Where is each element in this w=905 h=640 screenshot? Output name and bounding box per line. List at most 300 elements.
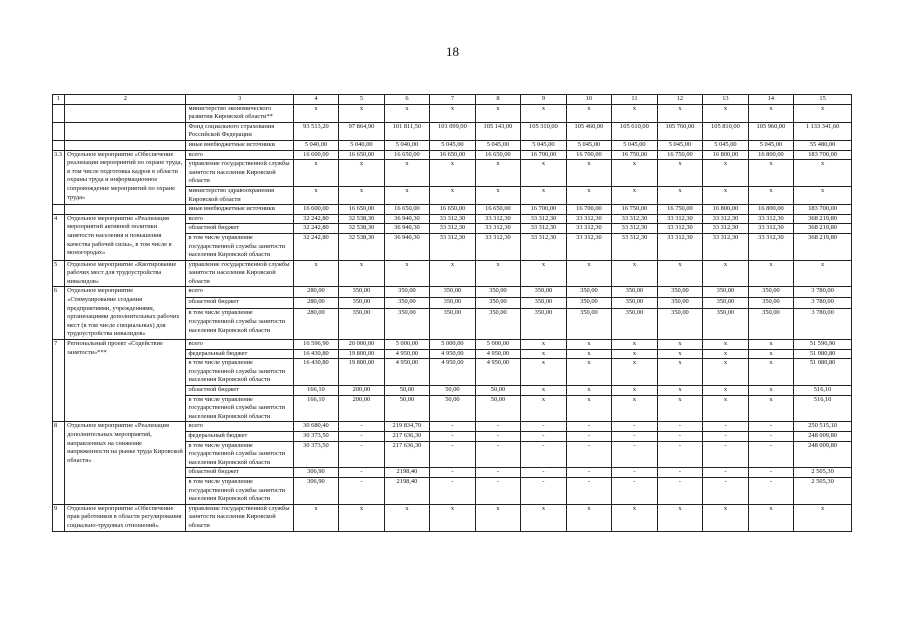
value-cell: 33 312,30 [703,224,749,234]
activity-name: Отдельное мероприятие «Реализация дополнительных мероприятий, направленных на снижение напряженности на рынке труда Кировской области» [65,422,186,504]
value-cell: 33 312,30 [475,214,521,224]
row-number: 7 [53,340,65,422]
activity-name: Отдельное мероприятие «Обеспечение реализации мероприятий по охране труда, в том числе подготовка кадров в области охраны труда и информационное сопровождение мероприятий по охране труда» [65,150,186,205]
value-cell: x [657,260,703,287]
value-cell: x [703,160,749,187]
value-cell: x [475,504,521,531]
value-cell: - [475,422,521,432]
table-row [53,205,852,215]
value-cell: 30 680,40 [293,422,339,432]
value-cell: 350,00 [657,298,703,309]
value-cell: x [566,104,612,122]
value-cell: 105 610,00 [612,122,658,140]
value-cell: x [794,260,852,287]
value-cell: 166,10 [293,395,339,422]
value-cell: - [612,441,658,468]
value-cell: 33 312,30 [566,224,612,234]
value-cell: - [657,431,703,441]
value-cell: x [339,260,385,287]
value-cell: - [748,431,794,441]
value-cell: 33 312,30 [612,214,658,224]
value-cell: 16 650,00 [430,150,476,160]
funding-source: иные внебюджетные источники [186,140,293,150]
value-cell: 350,00 [703,287,749,298]
value-cell: x [566,395,612,422]
value-cell: 217 636,30 [384,441,430,468]
value-cell: 16 650,00 [384,205,430,215]
column-header: 13 [703,95,749,105]
value-cell: x [748,359,794,386]
funding-source: всего [186,287,293,298]
funding-source: Фонд социального страхования Российской Федерации [186,122,293,140]
value-cell: x [521,359,567,386]
value-cell: x [430,260,476,287]
funding-source: всего [186,214,293,224]
value-cell: 33 312,30 [430,224,476,234]
value-cell: 50,00 [384,386,430,396]
value-cell: 350,00 [566,287,612,298]
value-cell: 219 834,70 [384,422,430,432]
value-cell: x [612,104,658,122]
value-cell: 350,00 [384,309,430,340]
value-cell: 248 009,80 [794,441,852,468]
value-cell: 33 312,30 [566,233,612,260]
value-cell: x [339,186,385,204]
value-cell: x [612,386,658,396]
value-cell: - [612,422,658,432]
value-cell: x [430,104,476,122]
value-cell: 350,00 [703,309,749,340]
activity-name [65,140,186,150]
activity-name: Отдельное мероприятие «Квотирование рабочих мест для трудоустройства инвалидов» [65,260,186,287]
activity-name: Отдельное мероприятие «Реализация мероприятий активной политики занятости населения и повышения качества рабочей силы», в том числе в моногородах» [65,214,186,260]
value-cell: 350,00 [339,298,385,309]
value-cell: 105 143,00 [475,122,521,140]
value-cell: 5 045,00 [475,140,521,150]
value-cell: 350,00 [430,309,476,340]
value-cell: 97 864,90 [339,122,385,140]
value-cell: x [566,349,612,359]
funding-source: управление государственной службы занятости населения Кировской области [186,260,293,287]
value-cell: 5 040,00 [293,140,339,150]
value-cell: 36 940,30 [384,214,430,224]
value-cell: x [293,160,339,187]
value-cell: 51 080,80 [794,359,852,386]
value-cell: - [475,431,521,441]
funding-source: всего [186,150,293,160]
value-cell: 350,00 [430,298,476,309]
funding-source: в том числе управление государственной службы занятости населения Кировской области [186,309,293,340]
value-cell: x [293,260,339,287]
value-cell: - [566,468,612,478]
value-cell: 350,00 [566,309,612,340]
value-cell: 16 600,00 [293,205,339,215]
value-cell: 5 045,00 [430,140,476,150]
value-cell: x [475,260,521,287]
value-cell: 166,10 [293,386,339,396]
value-cell: - [703,477,749,504]
funding-source: областной бюджет [186,386,293,396]
value-cell: 5 045,00 [703,140,749,150]
value-cell: x [703,386,749,396]
value-cell: x [703,104,749,122]
value-cell: x [657,395,703,422]
value-cell: x [612,395,658,422]
funding-source: областной бюджет [186,224,293,234]
value-cell: 350,00 [384,287,430,298]
value-cell: 5 045,00 [521,140,567,150]
funding-source: областной бюджет [186,298,293,309]
value-cell: 32 538,30 [339,224,385,234]
value-cell: x [657,349,703,359]
value-cell: x [384,104,430,122]
value-cell: x [748,386,794,396]
value-cell: 33 312,30 [748,233,794,260]
value-cell: 55 480,00 [794,140,852,150]
value-cell: x [794,104,852,122]
value-cell: x [612,186,658,204]
value-cell: x [657,386,703,396]
value-cell: 33 312,30 [475,233,521,260]
value-cell: - [566,422,612,432]
value-cell: 5 000,00 [384,340,430,350]
value-cell: - [339,477,385,504]
value-cell: x [293,186,339,204]
value-cell: x [384,186,430,204]
value-cell: - [521,431,567,441]
value-cell: x [612,340,658,350]
value-cell: 516,10 [794,395,852,422]
value-cell: 183 700,00 [794,150,852,160]
value-cell: 5 040,00 [339,140,385,150]
value-cell: x [703,359,749,386]
value-cell: 30 373,50 [293,431,339,441]
value-cell: 280,00 [293,309,339,340]
funding-source: в том числе управление государственной службы занятости населения Кировской области [186,359,293,386]
value-cell: - [748,477,794,504]
value-cell: 16 650,00 [475,150,521,160]
value-cell: 19 800,00 [339,349,385,359]
value-cell: 16 430,80 [293,359,339,386]
funding-source: управление государственной службы занятости населения Кировской области [186,504,293,531]
value-cell: 2198,40 [384,468,430,478]
value-cell: 280,00 [293,287,339,298]
value-cell: x [475,104,521,122]
value-cell: 20 000,00 [339,340,385,350]
value-cell: 350,00 [612,298,658,309]
value-cell: 16 750,00 [657,150,703,160]
value-cell: 33 312,30 [748,214,794,224]
value-cell: 250 515,10 [794,422,852,432]
value-cell: 32 242,80 [293,214,339,224]
value-cell: 306,90 [293,468,339,478]
column-header: 10 [566,95,612,105]
column-header: 12 [657,95,703,105]
value-cell: - [475,468,521,478]
value-cell: - [703,422,749,432]
value-cell: 16 800,00 [748,205,794,215]
value-cell: 32 242,80 [293,233,339,260]
value-cell: 217 636,30 [384,431,430,441]
funding-source: управление государственной службы занятости населения Кировской области [186,160,293,187]
value-cell: - [339,422,385,432]
value-cell: x [612,349,658,359]
value-cell: x [612,359,658,386]
value-cell: 368 219,80 [794,214,852,224]
value-cell: 105 810,00 [703,122,749,140]
value-cell: x [566,186,612,204]
value-cell: 3 780,00 [794,287,852,298]
value-cell: x [657,104,703,122]
value-cell: 16 700,00 [521,205,567,215]
row-number: 3.3 [53,150,65,205]
value-cell: 16 650,00 [430,205,476,215]
value-cell: 50,00 [430,386,476,396]
value-cell: 51 080,80 [794,349,852,359]
value-cell: 33 312,30 [748,224,794,234]
value-cell: x [748,349,794,359]
value-cell: - [521,468,567,478]
value-cell: 33 312,30 [521,233,567,260]
value-cell: 5 045,00 [612,140,658,150]
value-cell: x [657,340,703,350]
activity-name: Отдельное мероприятие «Стимулирование создания предприятиями, учреждениями, организациями дополнительных рабочих мест (в том числе специальных) для трудоустройства инвалидов» [65,287,186,340]
value-cell: 16 700,00 [566,150,612,160]
value-cell: 350,00 [748,298,794,309]
value-cell: x [748,186,794,204]
value-cell: 105 760,00 [657,122,703,140]
value-cell: 516,10 [794,386,852,396]
value-cell: x [657,186,703,204]
value-cell: 105 310,00 [521,122,567,140]
value-cell: x [748,340,794,350]
value-cell: x [794,186,852,204]
value-cell: - [339,441,385,468]
value-cell: 306,90 [293,477,339,504]
value-cell: 50,00 [384,395,430,422]
table-row [53,140,852,150]
activity-name [65,205,186,215]
value-cell: 2 505,30 [794,477,852,504]
value-cell: 5 000,00 [475,340,521,350]
page-number: 18 [446,44,459,59]
value-cell: 4 950,00 [475,359,521,386]
value-cell: 3 780,00 [794,309,852,340]
value-cell: 101 811,50 [384,122,430,140]
value-cell: 16 650,00 [384,150,430,160]
column-header: 5 [339,95,385,105]
funding-source: в том числе управление государственной службы занятости населения Кировской области [186,477,293,504]
value-cell: - [339,431,385,441]
value-cell: 93 513,20 [293,122,339,140]
row-number [53,140,65,150]
value-cell: x [339,160,385,187]
value-cell: - [703,468,749,478]
value-cell: - [657,477,703,504]
funding-source: федеральный бюджет [186,431,293,441]
value-cell: 350,00 [657,309,703,340]
table-row [53,214,852,224]
value-cell: x [748,104,794,122]
value-cell: 16 600,00 [293,150,339,160]
value-cell: 33 312,30 [430,233,476,260]
column-header: 1 [53,95,65,105]
value-cell: - [521,477,567,504]
value-cell: 350,00 [339,309,385,340]
column-header: 11 [612,95,658,105]
value-cell: 33 312,30 [430,214,476,224]
value-cell: x [521,395,567,422]
funding-source: в том числе управление государственной службы занятости населения Кировской области [186,441,293,468]
value-cell: x [384,260,430,287]
value-cell: 51 596,90 [794,340,852,350]
value-cell: x [566,260,612,287]
table-row [53,504,852,531]
value-cell: 30 373,50 [293,441,339,468]
funding-source: всего [186,340,293,350]
value-cell: x [521,260,567,287]
table-row [53,150,852,160]
value-cell: 33 312,30 [475,224,521,234]
row-number: 6 [53,287,65,340]
value-cell: 16 700,00 [566,205,612,215]
row-number [53,122,65,140]
value-cell: 200,00 [339,386,385,396]
value-cell: 16 800,00 [748,150,794,160]
row-number: 9 [53,504,65,531]
value-cell: - [566,477,612,504]
value-cell: 350,00 [748,287,794,298]
value-cell: 32 538,30 [339,214,385,224]
value-cell: 16 750,00 [612,150,658,160]
column-header: 4 [293,95,339,105]
value-cell: 3 780,00 [794,298,852,309]
value-cell: 5 045,00 [748,140,794,150]
value-cell: - [339,468,385,478]
value-cell: x [521,349,567,359]
value-cell: x [703,349,749,359]
value-cell: 350,00 [521,309,567,340]
value-cell: x [384,160,430,187]
column-header: 15 [794,95,852,105]
value-cell: - [657,468,703,478]
value-cell: - [612,477,658,504]
value-cell: x [703,186,749,204]
column-header: 7 [430,95,476,105]
funding-source: министерство экономического развития Кировской области** [186,104,293,122]
value-cell: x [748,504,794,531]
value-cell: 16 596,90 [293,340,339,350]
value-cell: 350,00 [612,309,658,340]
funding-source: министерство здравоохранения Кировской области [186,186,293,204]
table-row [53,340,852,350]
column-header: 6 [384,95,430,105]
value-cell: 5 000,00 [430,340,476,350]
header-row [53,95,852,105]
value-cell: x [430,186,476,204]
value-cell: 350,00 [703,298,749,309]
table-row [53,104,852,122]
column-header: 3 [186,95,293,105]
row-number: 4 [53,214,65,260]
value-cell: 16 800,00 [703,205,749,215]
value-cell: x [703,504,749,531]
value-cell: 33 312,30 [657,233,703,260]
value-cell: x [384,504,430,531]
value-cell: 368 219,80 [794,233,852,260]
value-cell: x [703,340,749,350]
value-cell: - [748,441,794,468]
value-cell: 33 312,30 [657,214,703,224]
value-cell: x [748,395,794,422]
value-cell: - [521,441,567,468]
value-cell: 33 312,30 [703,233,749,260]
value-cell: 16 650,00 [339,150,385,160]
value-cell: x [475,160,521,187]
value-cell: 280,00 [293,298,339,309]
value-cell: x [521,160,567,187]
value-cell: x [475,186,521,204]
value-cell: 36 940,30 [384,233,430,260]
value-cell: x [657,359,703,386]
value-cell: x [339,104,385,122]
value-cell: 350,00 [339,287,385,298]
value-cell: 32 242,80 [293,224,339,234]
funding-source: в том числе управление государственной службы занятости населения Кировской области [186,233,293,260]
value-cell: 19 800,00 [339,359,385,386]
value-cell: 4 950,00 [430,359,476,386]
activity-name [65,122,186,140]
value-cell: 16 650,00 [475,205,521,215]
value-cell: - [703,431,749,441]
value-cell: 105 960,00 [748,122,794,140]
value-cell: 4 950,00 [475,349,521,359]
value-cell: 33 312,30 [612,233,658,260]
value-cell: x [566,359,612,386]
budget-table [52,94,852,532]
value-cell: - [430,441,476,468]
table-row [53,422,852,432]
activity-name: Отдельное мероприятие «Обеспечение прав работников в области регулирования социально-трудовых отношений» [65,504,186,531]
value-cell: 350,00 [657,287,703,298]
value-cell: 4 950,00 [384,349,430,359]
value-cell: - [430,422,476,432]
table-row [53,260,852,287]
value-cell: - [475,441,521,468]
column-header: 2 [65,95,186,105]
value-cell: 4 950,00 [384,359,430,386]
value-cell: 350,00 [430,287,476,298]
funding-source: областной бюджет [186,468,293,478]
value-cell: x [703,395,749,422]
value-cell: x [566,386,612,396]
value-cell: x [612,260,658,287]
value-cell: x [612,504,658,531]
value-cell: 248 009,80 [794,431,852,441]
value-cell: x [703,260,749,287]
row-number: 8 [53,422,65,504]
funding-source: иные внебюджетные источники [186,205,293,215]
value-cell: - [657,441,703,468]
value-cell: 368 219,80 [794,224,852,234]
value-cell: x [657,504,703,531]
value-cell: 16 750,00 [612,205,658,215]
value-cell: x [566,340,612,350]
value-cell: 350,00 [566,298,612,309]
value-cell: 350,00 [475,287,521,298]
funding-source: всего [186,422,293,432]
value-cell: x [521,340,567,350]
